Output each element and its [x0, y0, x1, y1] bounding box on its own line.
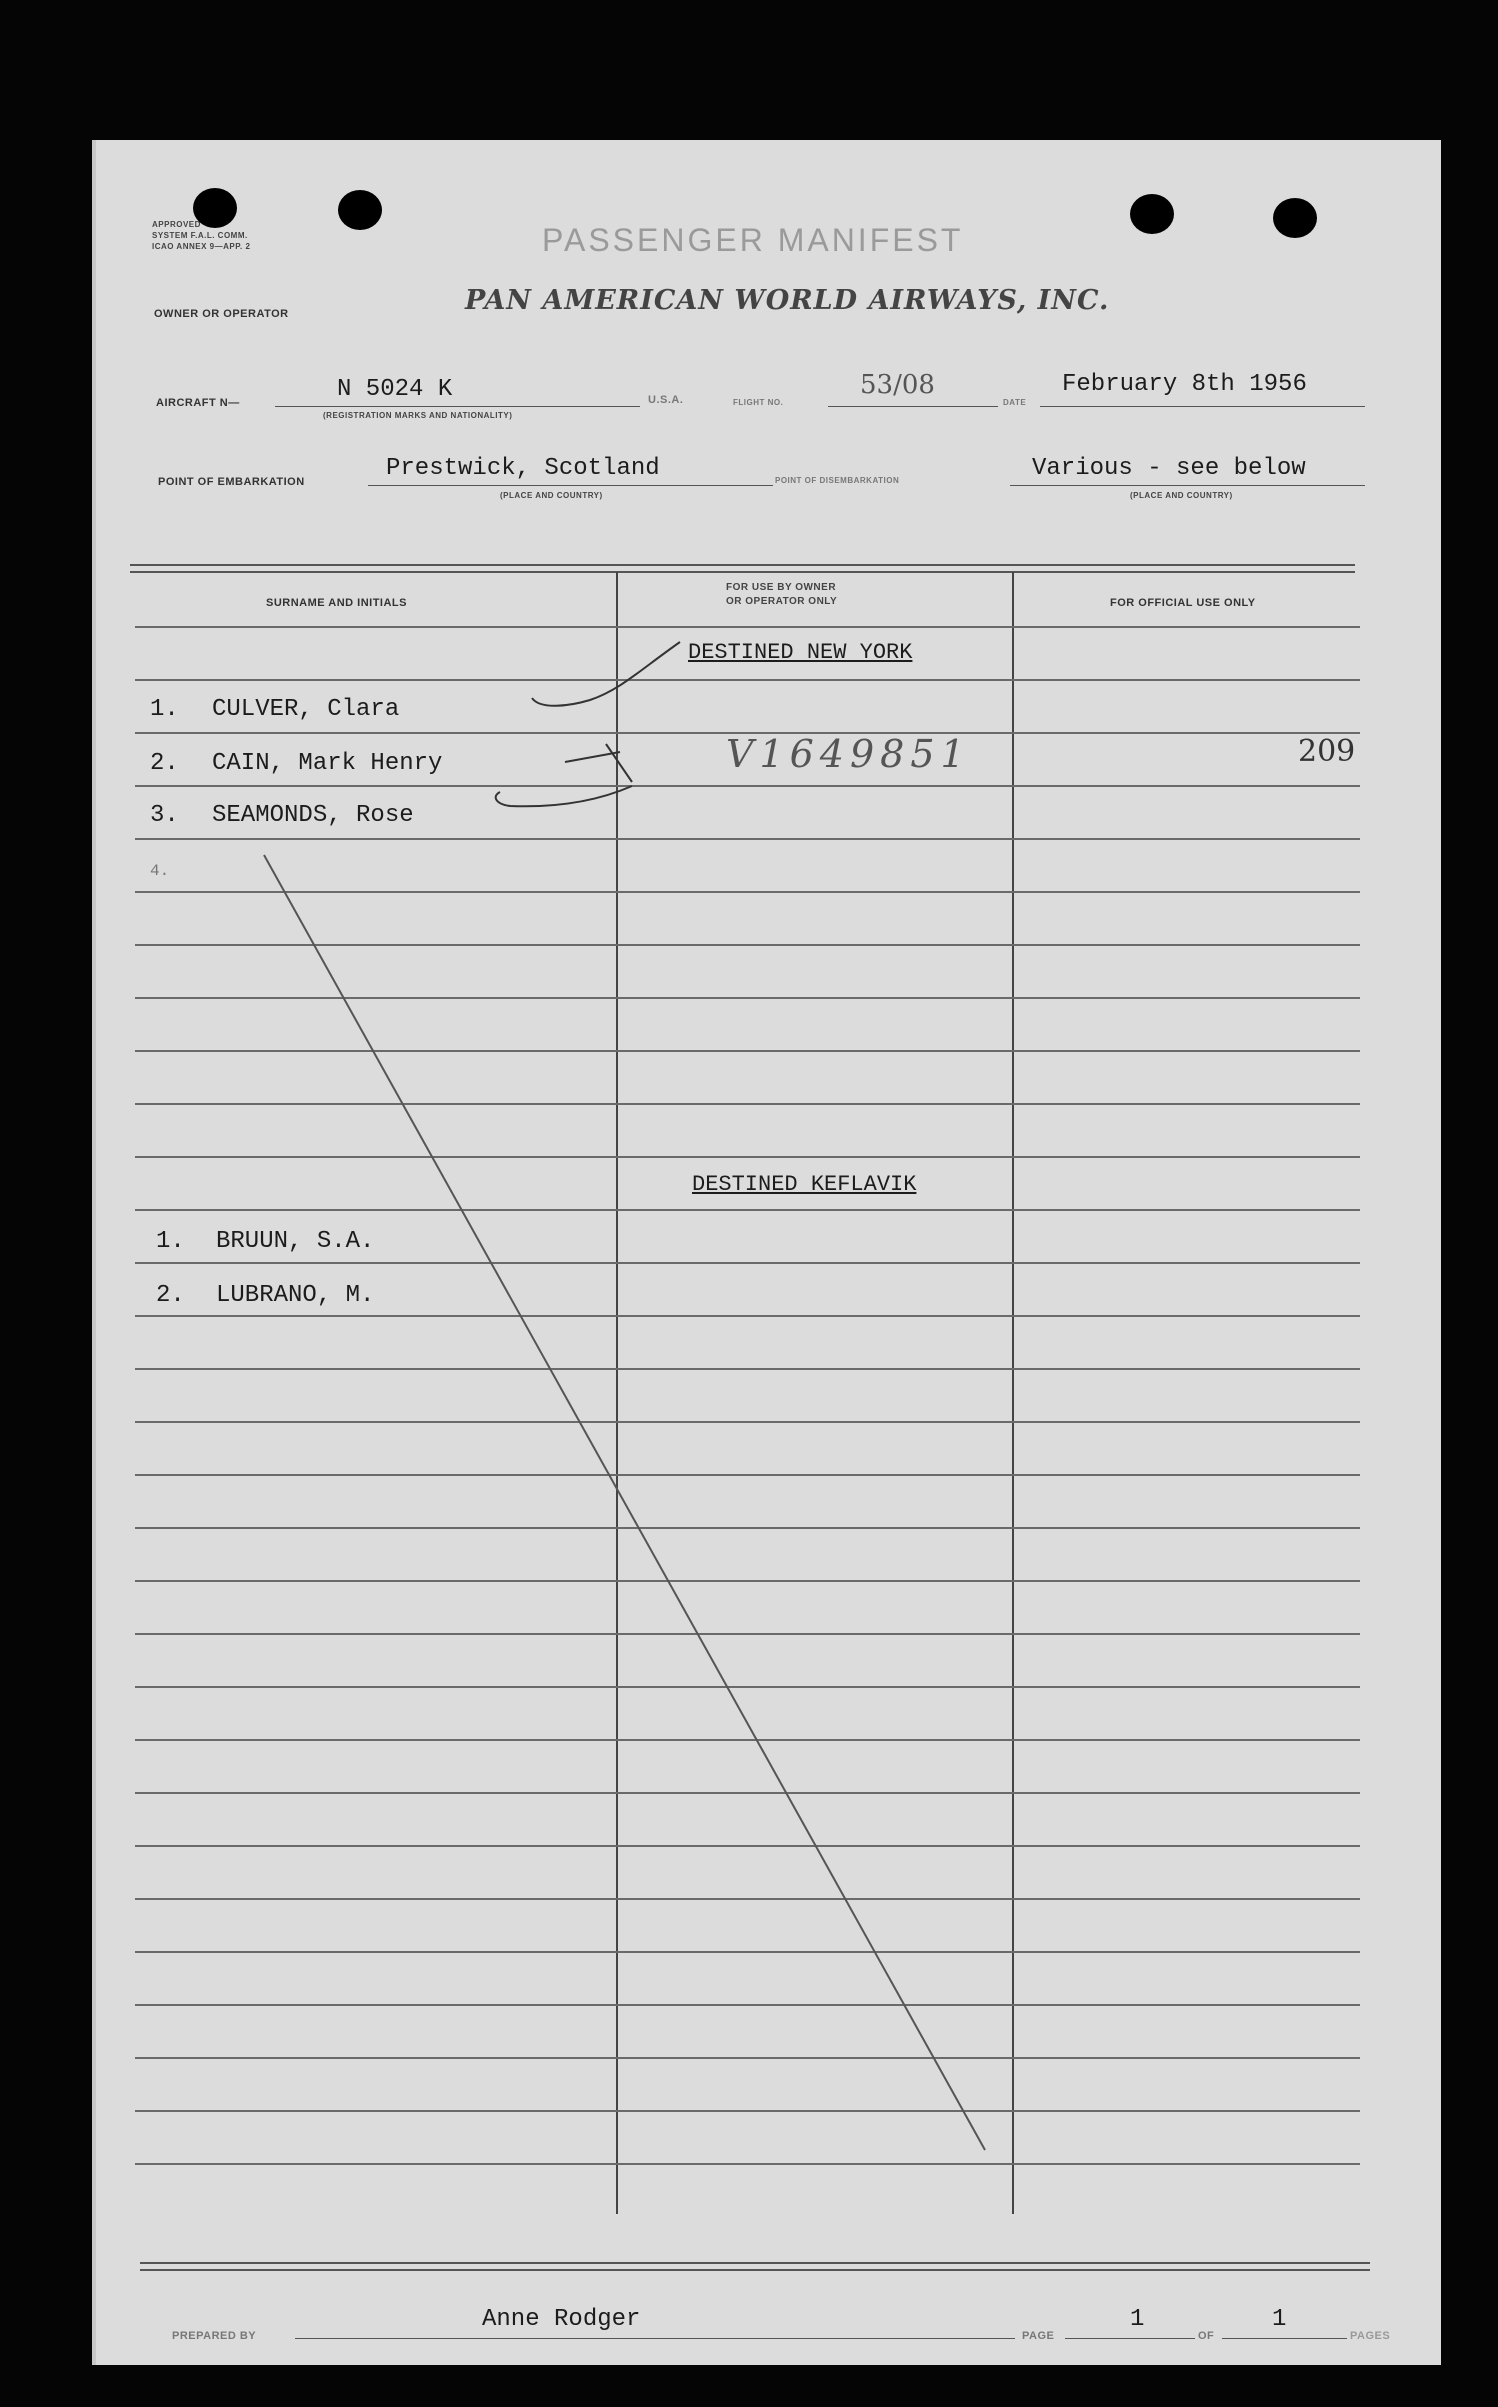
of-value: 1: [1272, 2306, 1287, 2333]
column-header-official: FOR OFFICIAL USE ONLY: [1110, 597, 1256, 609]
column-header-owner-use: FOR USE BY OWNER: [726, 582, 837, 593]
date-value: February 8th 1956: [1062, 371, 1307, 398]
passenger-number: 2.: [156, 1282, 185, 1309]
passenger-number: 1.: [156, 1228, 185, 1255]
prepared-underline: [295, 2338, 1015, 2339]
passenger-name: CAIN, Mark Henry: [212, 750, 443, 777]
column-header-owner-use: OR OPERATOR ONLY: [726, 596, 838, 607]
of-underline: [1222, 2338, 1347, 2339]
passenger-number: 4.: [150, 862, 170, 880]
registration-caption: (REGISTRATION MARKS AND NATIONALITY): [323, 411, 513, 420]
company-name: PAN AMERICAN WORLD AIRWAYS, INC.: [465, 285, 1110, 316]
approval-line: ICAO ANNEX 9—APP. 2: [152, 242, 251, 251]
approval-line: SYSTEM F.A.L. COMM.: [152, 231, 248, 240]
check-mark: [565, 744, 632, 782]
aircraft-value: N 5024 K: [337, 376, 453, 403]
pages-label: PAGES: [1350, 2330, 1391, 2342]
place-caption: (PLACE AND COUNTRY): [500, 491, 603, 500]
owner-label: OWNER OR OPERATOR: [154, 308, 289, 320]
flight-label: FLIGHT NO.: [733, 398, 784, 407]
usa-label: U.S.A.: [648, 394, 684, 406]
form-title: PASSENGER MANIFEST: [542, 222, 964, 258]
prepared-value: Anne Rodger: [482, 2306, 641, 2333]
embark-label: POINT OF EMBARKATION: [158, 476, 305, 488]
official-number: 209: [1298, 734, 1356, 769]
page-value: 1: [1130, 2306, 1145, 2333]
flight-value: 53/08: [860, 370, 935, 400]
column-header-surname: SURNAME AND INITIALS: [266, 597, 407, 609]
table-bottom-rule: [140, 2269, 1370, 2271]
handwritten-code: V1649851: [726, 732, 971, 776]
disembark-value: Various - see below: [1032, 455, 1306, 482]
aircraft-label: AIRCRAFT N—: [156, 397, 240, 409]
cancel-diagonal-line: [264, 855, 985, 2150]
prepared-label: PREPARED BY: [172, 2330, 257, 2342]
passenger-name: CULVER, Clara: [212, 696, 400, 723]
date-label: DATE: [1003, 398, 1027, 407]
disembark-label: POINT OF DISEMBARKATION: [775, 476, 900, 485]
page-underline: [1065, 2338, 1195, 2339]
passenger-number: 3.: [150, 802, 179, 829]
of-label: OF: [1198, 2330, 1215, 2342]
group-heading-keflavik: DESTINED KEFLAVIK: [692, 1172, 917, 1197]
group-heading-new-york: DESTINED NEW YORK: [688, 640, 913, 665]
check-mark: [496, 786, 632, 806]
place-caption-2: (PLACE AND COUNTRY): [1130, 491, 1233, 500]
table-bottom-rule: [140, 2262, 1370, 2264]
passenger-name: BRUUN, S.A.: [216, 1228, 375, 1255]
check-mark: [532, 642, 680, 706]
passenger-name: LUBRANO, M.: [216, 1282, 375, 1309]
embark-value: Prestwick, Scotland: [386, 455, 660, 482]
passenger-number: 1.: [150, 696, 179, 723]
page-label: PAGE: [1022, 2330, 1055, 2342]
approval-line: APPROVED: [152, 220, 201, 229]
passenger-number: 2.: [150, 750, 179, 777]
passenger-name: SEAMONDS, Rose: [212, 802, 414, 829]
